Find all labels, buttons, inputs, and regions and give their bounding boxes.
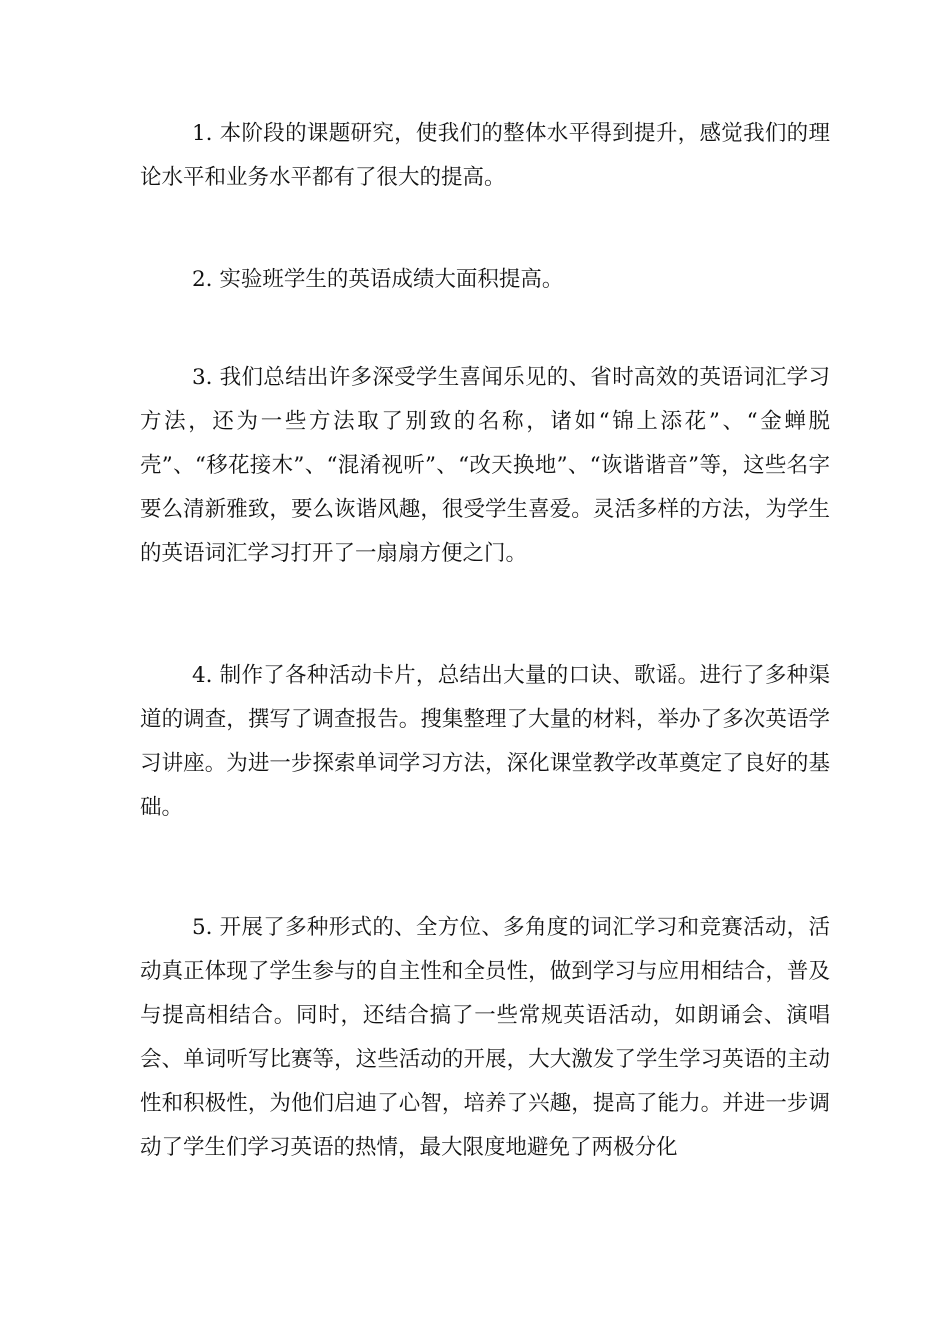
paragraph-5: 5. 开展了多种形式的、全方位、多角度的词汇学习和竞赛活动，活动真正体现了学生参与的自主性和全员性，做到学习与应用相结合，普及与提高相结合。同时，还结合搞了一些常规英语活动，如朗诵会、演唱会、单词听写比赛等，这些活动的开展，大大激发了学生学习英语的主动性和积极性，为他们启迪了心智，培养了兴趣，提高了能力。并进一步调动了学生们学习英语的热情，最大限度地避免了两极分化: [140, 915, 830, 1160]
paragraph-4: 4. 制作了各种活动卡片，总结出大量的口诀、歌谣。进行了多种渠道的调查，撰写了调查报告。搜集整理了大量的材料，举办了多次英语学习讲座。为进一步探索单词学习方法，深化课堂教学改革奠定了良好的基础。: [140, 663, 830, 820]
paragraph-1: 1. 本阶段的课题研究，使我们的整体水平得到提升，感觉我们的理论水平和业务水平都有了很大的提高。: [140, 121, 830, 190]
paragraph-3: 3. 我们总结出许多深受学生喜闻乐见的、省时高效的英语词汇学习方法，还为一些方法取了别致的名称，诸如“锦上添花”、“金蝉脱壳”、“移花接木”、“混淆视听”、“改天换地”、“诙谐谐音”等，这些名字要么清新雅致，要么诙谐风趣，很受学生喜爱。灵活多样的方法，为学生的英语词汇学习打开了一扇扇方便之门。: [140, 365, 830, 566]
paragraph-2: 2. 实验班学生的英语成绩大面积提高。: [192, 267, 564, 292]
